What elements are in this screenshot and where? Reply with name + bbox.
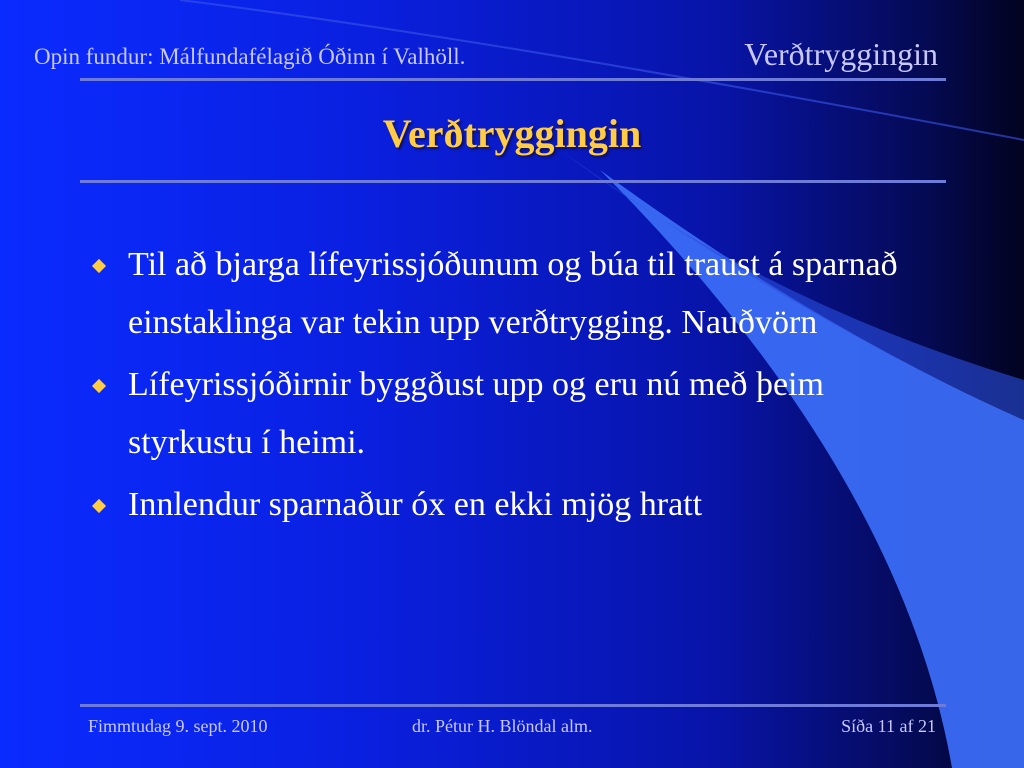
diamond-bullet-icon [92, 499, 106, 513]
bullet-text: Til að bjarga lífeyrissjóðunum og búa til traust á sparnað einstaklinga var tekin upp verðtrygging. Nauðvörn [128, 246, 898, 341]
footer-page-number: Síða 11 af 21 [841, 716, 936, 736]
diamond-bullet-icon [92, 259, 106, 273]
footer-author: dr. Pétur H. Blöndal alm. [412, 716, 593, 736]
bullet-item [90, 476, 920, 534]
bullet-item [90, 356, 920, 472]
bullet-text: Innlendur sparnaður óx en ekki mjög hratt [128, 486, 703, 523]
diamond-bullet-icon [92, 379, 106, 393]
bullet-text: Lífeyrissjóðirnir byggðust upp og eru nú með þeim styrkustu í heimi. [128, 366, 824, 461]
header-left-text: Opin fundur: Málfundafélagið Óðinn í Valhöll. [34, 44, 466, 69]
slide-title: Verðtryggingin [382, 111, 642, 156]
header-right-text: Verðtryggingin [744, 36, 938, 72]
footer-divider [80, 704, 946, 707]
bullet-item [90, 236, 920, 352]
footer-date: Fimmtudag 9. sept. 2010 [88, 716, 268, 736]
bullet-list [90, 236, 920, 538]
header-divider [80, 78, 946, 81]
title-divider [80, 180, 946, 183]
